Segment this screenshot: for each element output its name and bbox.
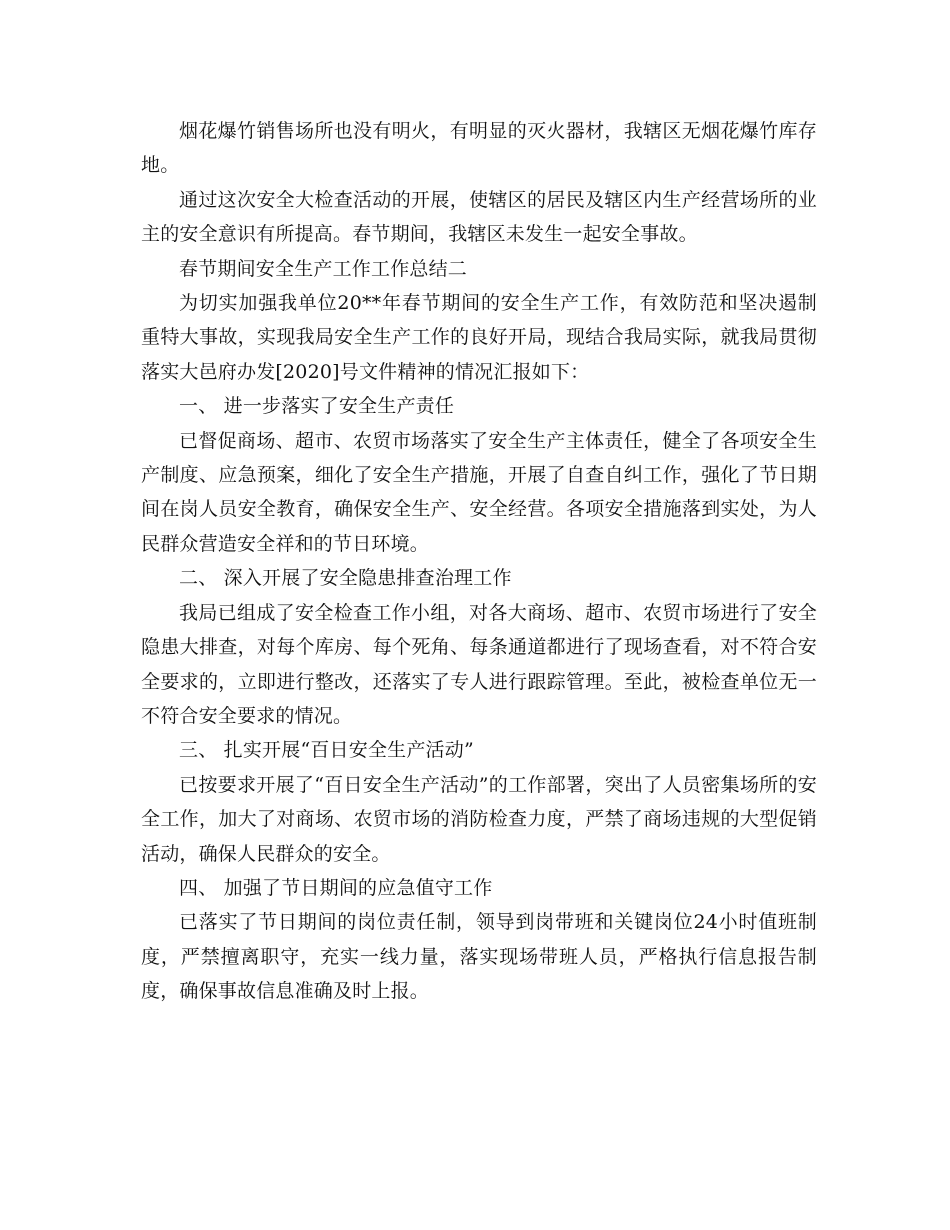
paragraph-heading-4-body: 已落实了节日期间的岗位责任制，领导到岗带班和关键岗位24小时值班制度，严禁擅离职守，充实一线力量，落实现场带班人员，严格执行信息报告制度，确保事故信息准确及时上报。 — [141, 911, 817, 1003]
section-title: 春节期间安全生产工作工作总结二 — [179, 257, 468, 280]
paragraph-heading-3-body: 已按要求开展了“百日安全生产活动”的工作部署，突出了人员密集场所的安全工作，加大了对商场、农贸市场的消防检查力度，严禁了商场违规的大型促销活动，确保人民群众的安全。 — [141, 773, 817, 865]
paragraph-1: 烟花爆竹销售场所也没有明火，有明显的灭火器材，我辖区无烟花爆竹库存地。 — [141, 120, 817, 177]
heading-1: 一、 进一步落实了安全生产责任 — [179, 395, 455, 418]
paragraph-2: 通过这次安全大检查活动的开展，使辖区的居民及辖区内生产经营场所的业主的安全意识有所提高。春节期间，我辖区未发生一起安全事故。 — [141, 188, 817, 246]
heading-3: 三、 扎实开展“百日安全生产活动” — [179, 739, 474, 762]
heading-2: 二、 深入开展了安全隐患排查治理工作 — [179, 567, 512, 590]
paragraph-heading-2-body: 我局已组成了安全检查工作小组，对各大商场、超市、农贸市场进行了安全隐患大排查，对每个库房、每个死角、每条通道都进行了现场查看，对不符合安全要求的，立即进行整改，还落实了专人进行跟踪管理。至此，被检查单位无一不符合安全要求的情况。 — [141, 601, 817, 727]
heading-4: 四、 加强了节日期间的应急值守工作 — [179, 876, 493, 899]
paragraph-intro: 为切实加强我单位20**年春节期间的安全生产工作，有效防范和坚决遏制重特大事故，实现我局安全生产工作的良好开局，现结合我局实际，就我局贯彻落实大邑府办发[2020]号文件精神的情况汇报如下： — [141, 292, 817, 383]
paragraph-heading-1-body: 已督促商场、超市、农贸市场落实了安全生产主体责任，健全了各项安全生产制度、应急预案，细化了安全生产措施，开展了自查自纠工作，强化了节日期间在岗人员安全教育，确保安全生产、安全经营。各项安全措施落到实处，为人民群众营造安全祥和的节日环境。 — [141, 429, 817, 555]
document-body — [141, 114, 817, 1009]
